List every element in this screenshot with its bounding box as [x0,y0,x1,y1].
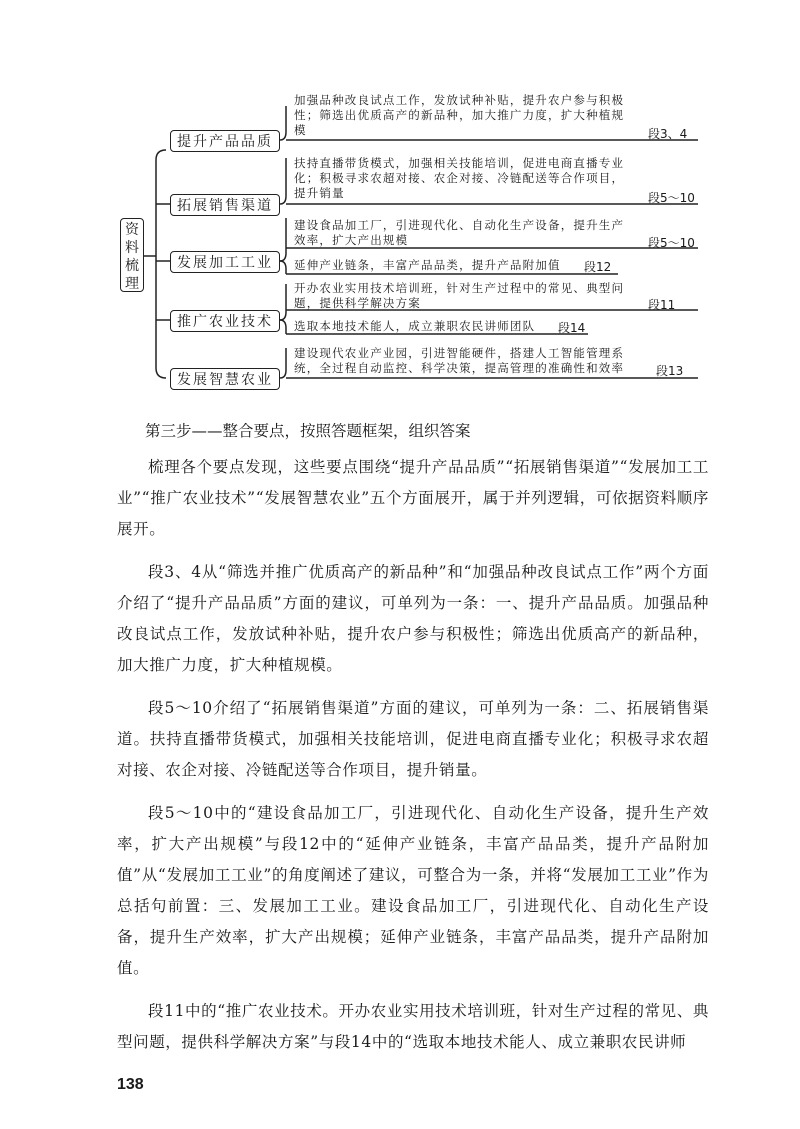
branch-4-reference-2: 段14 [558,321,586,335]
branch-4-reference-1: 段11 [648,298,676,312]
branch-3-reference-1: 段5～10 [648,236,695,250]
branch-4-description-1: 开办农业实用技术培训班，针对生产过程中的常见、典型问题，提供科学解决方案 [294,281,625,310]
branch-5-description: 建设现代农业产业园，引进智能硬件，搭建人工智能管理系统，全过程自动监控、科学决策，提高管理的准确性和效率 [294,346,625,375]
branch-3-description-2: 延伸产业链条，丰富产品品类，提升产品附加值 [294,258,561,272]
category-processing-industry: 发展加工工业 [170,251,280,273]
paragraph: 梳理各个要点发现，这些要点围绕“提升产品品质”“拓展销售渠道”“发展加工工业”“推广农业技术”“发展智慧农业”五个方面展开，属于并列逻辑，可依据资料顺序展开。 [117,458,709,538]
category-smart-agriculture: 发展智慧农业 [170,368,280,390]
branch-1-description: 加强品种改良试点工作，发放试种补贴，提升农户参与积极性；筛选出优质高产的新品种，加大推广力度，扩大种植规模 [294,93,625,137]
branch-3-reference-2: 段12 [584,260,612,274]
page-number: 138 [117,1076,144,1093]
paragraph: 段5～10介绍了“拓展销售渠道”方面的建议，可单列为一条：二、拓展销售渠道。扶持直播带货模式，加强相关技能培训，促进电商直播专业化；积极寻求农超对接、农企对接、冷链配送等合作项目，提升销量。 [117,699,709,779]
category-improve-quality: 提升产品品质 [170,130,280,152]
paragraph: 段5～10中的“建设食品加工厂，引进现代化、自动化生产设备，提升生产效率，扩大产出规模”与段12中的“延伸产业链条，丰富产品品类，提升产品附加值”从“发展加工工业”的角度阐述了建议，可整合为一条，并将“发展加工工业”作为总括句前置：三、发展加工工业。建设食品加工厂，引进现代化、自动化生产设备，提升生产效率，扩大产出规模；延伸产业链条，丰富产品品类，提升产品附加值。 [117,804,709,977]
branch-4-description-2: 选取本地技术能人，成立兼职农民讲师团队 [294,319,536,333]
branch-3-description-1: 建设食品加工厂，引进现代化、自动化生产设备，提升生产效率，扩大产出规模 [294,218,625,247]
paragraph: 段11中的“推广农业技术。开办农业实用技术培训班，针对生产过程的常见、典型问题，提供科学解决方案”与段14中的“选取本地技术能人、成立兼职农民讲师 [117,1002,709,1051]
category-expand-sales: 拓展销售渠道 [170,194,280,216]
root-node: 资料梳理 [120,218,144,292]
branch-2-description: 扶持直播带货模式，加强相关技能培训，促进电商直播专业化；积极寻求农超对接、农企对接、冷链配送等合作项目，提升销量 [294,156,625,200]
branch-2-reference: 段5～10 [648,191,695,205]
branch-1-reference: 段3、4 [648,127,688,141]
body-text [117,452,709,1058]
mind-map-diagram [108,88,708,398]
step-heading: 第三步——整合要点，按照答题框架，组织答案 [145,422,471,440]
category-agri-technology: 推广农业技术 [170,310,280,332]
paragraph: 段3、4从“筛选并推广优质高产的新品种”和“加强品种改良试点工作”两个方面介绍了“提升产品品质”方面的建议，可单列为一条：一、提升产品品质。加强品种改良试点工作，发放试种补贴，提升农户参与积极性；筛选出优质高产的新品种，加大推广力度，扩大种植规模。 [117,563,709,674]
branch-5-reference: 段13 [656,364,684,378]
